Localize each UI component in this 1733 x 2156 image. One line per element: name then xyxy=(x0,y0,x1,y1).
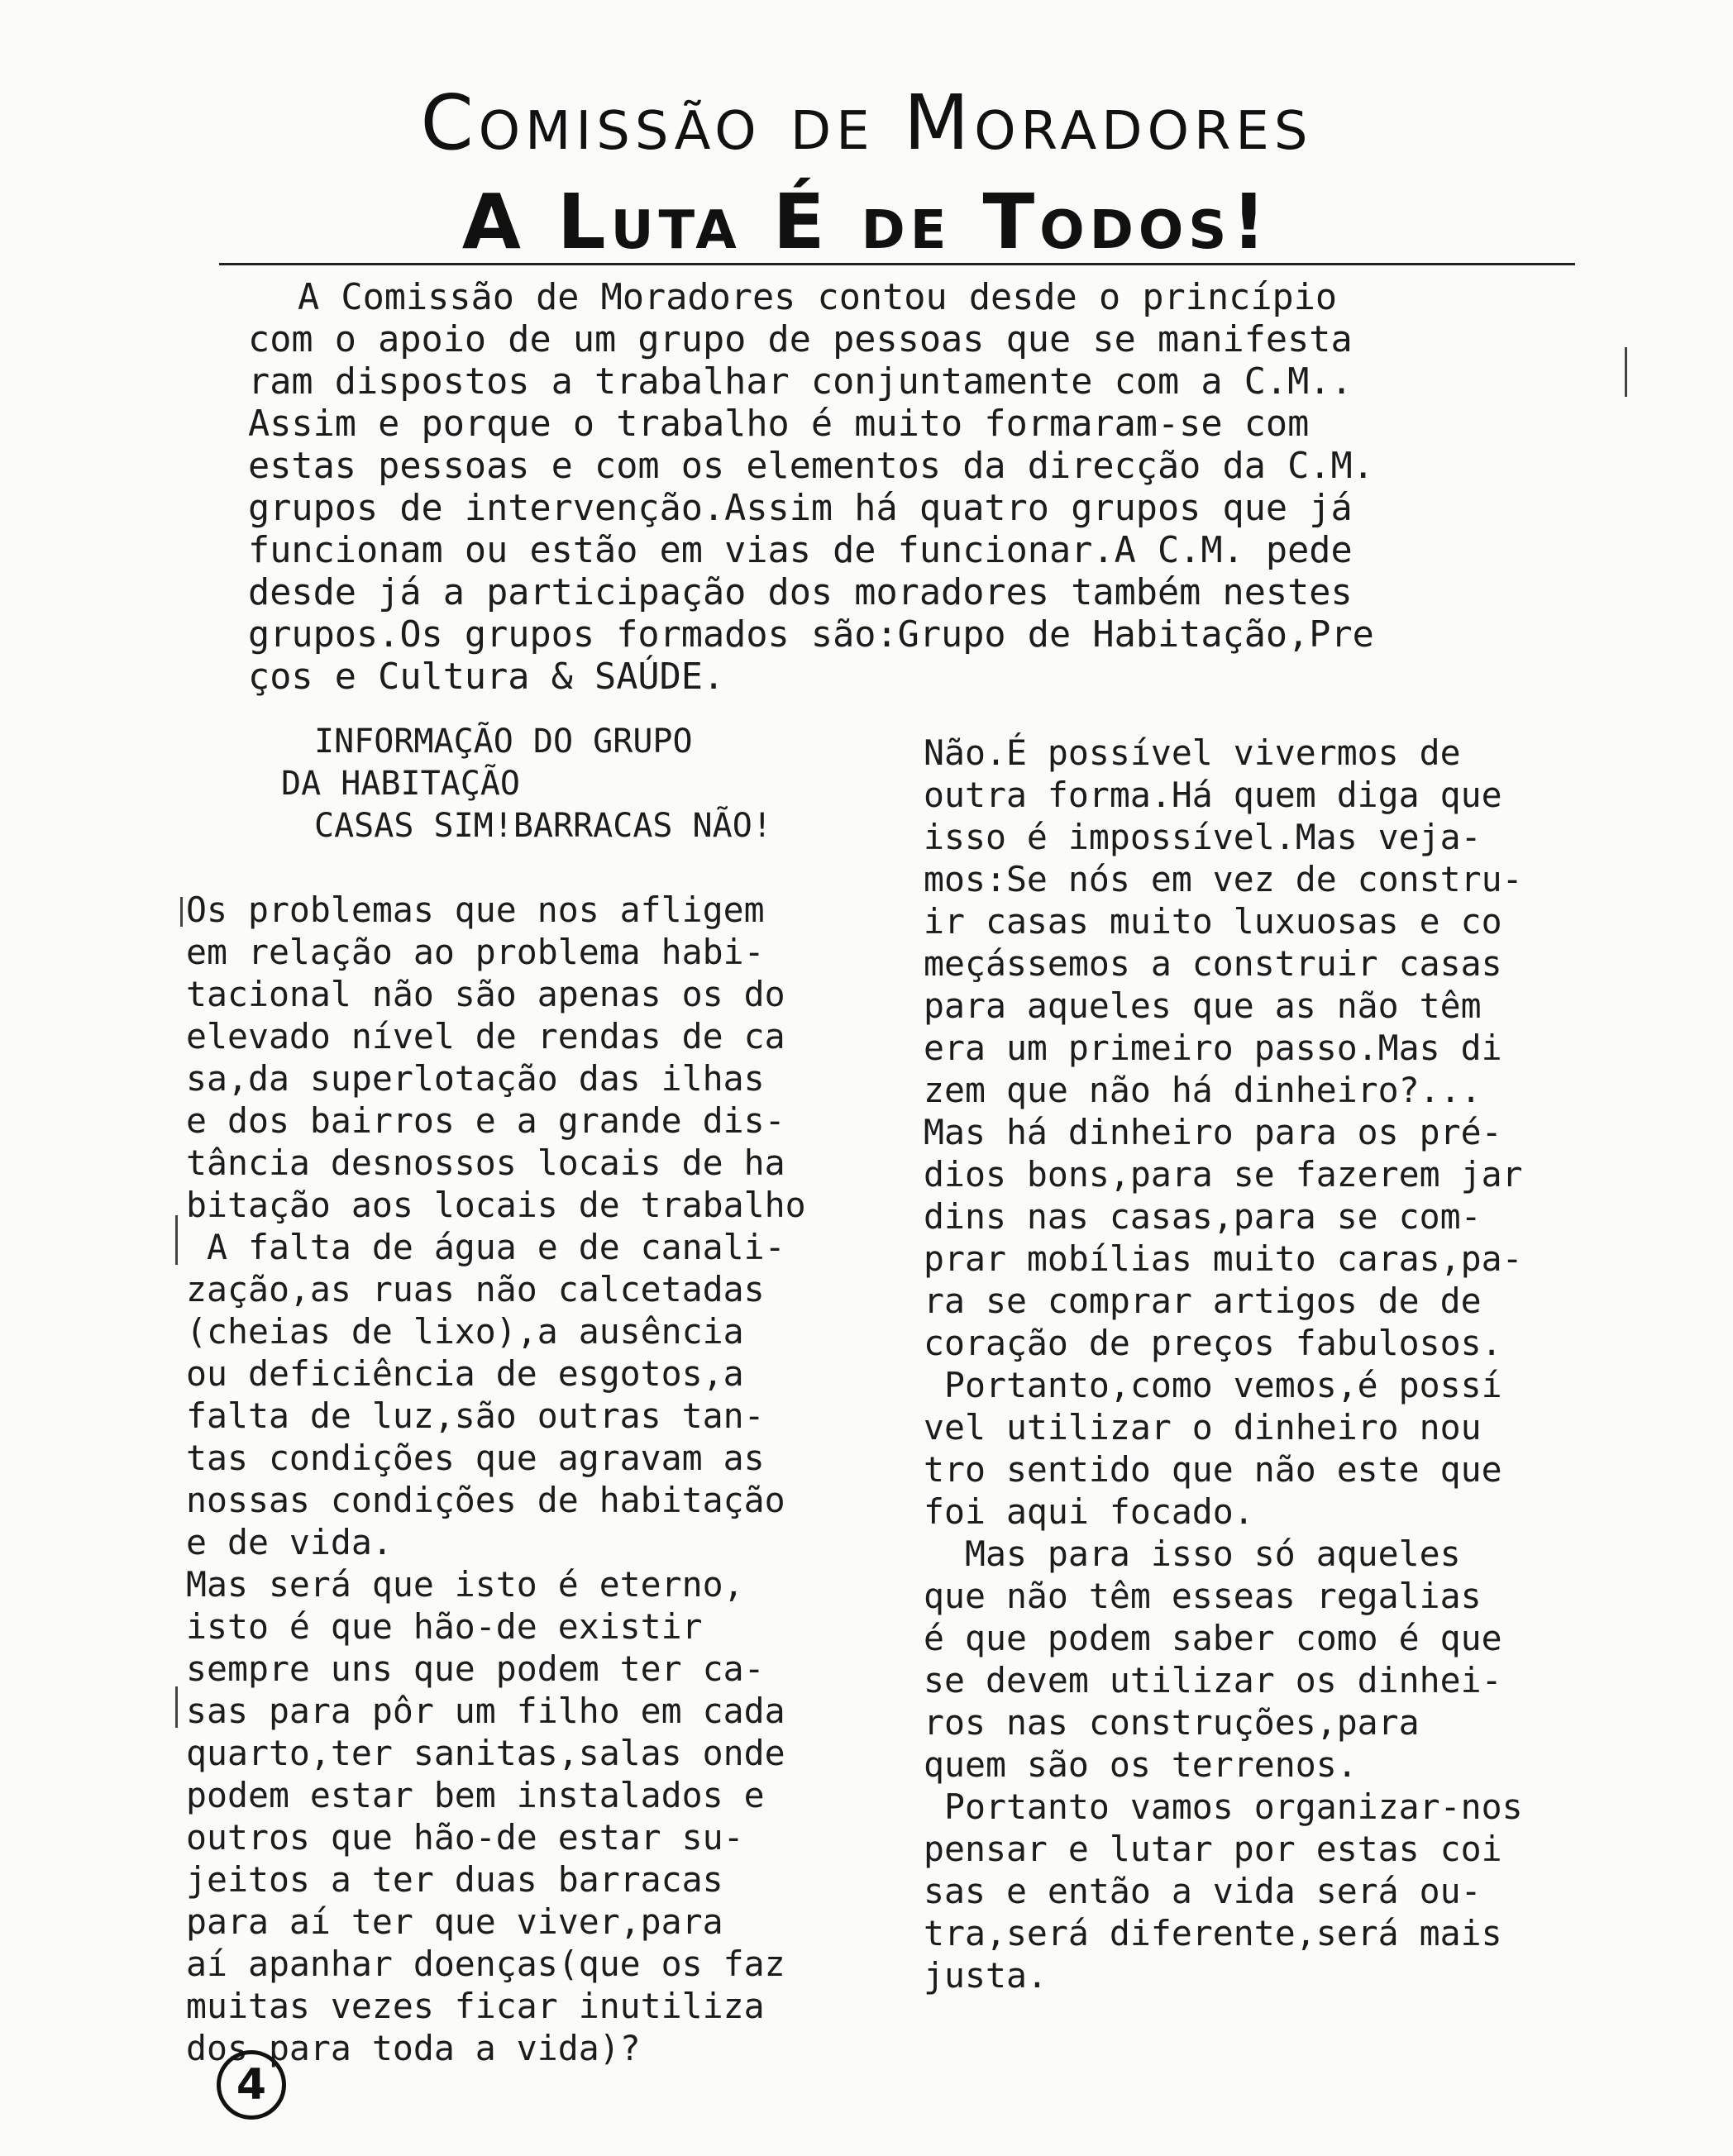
margin-mark xyxy=(175,1686,178,1728)
heading-line: CASAS SIM!BARRACAS NÃO! xyxy=(314,807,772,845)
margin-mark xyxy=(1625,347,1627,397)
left-column-line: ou deficiência de esgotos,a xyxy=(186,1353,744,1394)
left-column-line: dos para toda a vida)? xyxy=(186,2028,641,2068)
page-number: 4 xyxy=(217,2050,286,2120)
right-column-line: coração de preços fabulosos. xyxy=(924,1323,1502,1363)
right-column-line: que não têm esseas regalias xyxy=(924,1576,1482,1616)
intro-line: ços e Cultura & SAÚDE. xyxy=(248,656,725,698)
section-heading xyxy=(281,721,909,847)
heading-line: DA HABITAÇÃO xyxy=(281,765,520,803)
right-column-line: Portanto,como vemos,é possí xyxy=(924,1365,1502,1405)
right-column-line: justa. xyxy=(924,1955,1048,1996)
left-column-line: nossas condições de habitação xyxy=(186,1480,785,1520)
intro-line: com o apoio de um grupo de pessoas que se manifesta xyxy=(248,319,1353,360)
right-column-line: se devem utilizar os dinhei- xyxy=(924,1660,1502,1700)
left-column-line: sas para pôr um filho em cada xyxy=(186,1691,785,1731)
margin-mark xyxy=(175,1215,178,1265)
intro-line: grupos.Os grupos formados são:Grupo de Habitação,Pre xyxy=(248,614,1374,656)
left-column-line: tância desnossos locais de ha xyxy=(186,1142,785,1183)
right-column-line: é que podem saber como é que xyxy=(924,1618,1502,1658)
right-column-line: foi aqui focado. xyxy=(924,1491,1254,1532)
right-column-line: ra se comprar artigos de de xyxy=(924,1281,1482,1321)
left-column-line: Mas será que isto é eterno, xyxy=(186,1564,744,1605)
right-column-line: vel utilizar o dinheiro nou xyxy=(924,1407,1482,1448)
left-column-line: sa,da superlotação das ilhas xyxy=(186,1058,765,1099)
title-divider xyxy=(219,263,1575,265)
left-column-line: jeitos a ter duas barracas xyxy=(186,1859,723,1900)
intro-line: desde já a participação dos moradores também nestes xyxy=(248,572,1353,613)
right-column-line: tra,será diferente,será mais xyxy=(924,1913,1502,1953)
right-column-line: zem que não há dinheiro?... xyxy=(924,1070,1482,1110)
right-column-line: dins nas casas,para se com- xyxy=(924,1196,1482,1237)
intro-line: Assim e porque o trabalho é muito formaram-se com xyxy=(248,403,1310,445)
left-column-line: quarto,ter sanitas,salas onde xyxy=(186,1733,785,1773)
right-column-line: mos:Se nós em vez de constru- xyxy=(924,859,1523,899)
left-column-line: e de vida. xyxy=(186,1522,393,1562)
page-title-line2: A Luta É de Todos! xyxy=(461,178,1272,266)
right-column-line: tro sentido que não este que xyxy=(924,1449,1502,1490)
left-column-line: Os problemas que nos afligem xyxy=(186,890,765,930)
right-column-line: quem são os terrenos. xyxy=(924,1744,1358,1785)
right-column-line: para aqueles que as não têm xyxy=(924,985,1482,1026)
right-column-line: isso é impossível.Mas veja- xyxy=(924,817,1482,857)
right-column-line: era um primeiro passo.Mas di xyxy=(924,1028,1502,1068)
left-column-line: sempre uns que podem ter ca- xyxy=(186,1648,765,1689)
right-column-line: ros nas construções,para xyxy=(924,1702,1420,1743)
right-column-line: prar mobílias muito caras,pa- xyxy=(924,1238,1523,1279)
right-column-line: Mas para isso só aqueles xyxy=(924,1534,1461,1574)
right-column-line: pensar e lutar por estas coi xyxy=(924,1829,1502,1869)
margin-mark xyxy=(180,897,183,927)
left-column-line: zação,as ruas não calcetadas xyxy=(186,1269,765,1309)
right-column-line: Portanto vamos organizar-nos xyxy=(924,1786,1523,1827)
right-column-line: sas e então a vida será ou- xyxy=(924,1871,1482,1911)
left-column-line: bitação aos locais de trabalho xyxy=(186,1185,806,1225)
right-column-line: Não.É possível vivermos de xyxy=(924,732,1461,773)
left-column-line: aí apanhar doenças(que os faz xyxy=(186,1944,785,1984)
intro-line: ram dispostos a trabalhar conjuntamente com a C.M.. xyxy=(248,361,1353,403)
intro-line: funcionam ou estão em vias de funcionar.A C.M. pede xyxy=(248,530,1353,571)
right-column-line: meçássemos a construir casas xyxy=(924,943,1502,984)
left-column-line: e dos bairros e a grande dis- xyxy=(186,1100,785,1141)
page-title-line1: Comissão de Moradores xyxy=(420,79,1313,167)
left-column-line: muitas vezes ficar inutiliza xyxy=(186,1986,765,2026)
right-column-line: outra forma.Há quem diga que xyxy=(924,775,1502,815)
left-column-line: A falta de água e de canali- xyxy=(186,1227,785,1267)
right-column-text xyxy=(924,732,1643,1996)
right-column-line: ir casas muito luxuosas e co xyxy=(924,901,1502,942)
left-column-line: tacional não são apenas os do xyxy=(186,974,785,1014)
left-column-line: (cheias de lixo),a ausência xyxy=(186,1311,744,1352)
intro-line: grupos de intervenção.Assim há quatro grupos que já xyxy=(248,488,1353,529)
left-column-line: isto é que hão-de existir xyxy=(186,1606,703,1647)
left-column-line: falta de luz,são outras tan- xyxy=(186,1395,765,1436)
intro-line: A Comissão de Moradores contou desde o princípio xyxy=(298,277,1338,318)
intro-paragraph xyxy=(248,277,1604,699)
left-column-line: outros que hão-de estar su- xyxy=(186,1817,744,1858)
intro-line: estas pessoas e com os elementos da direcção da C.M. xyxy=(248,446,1374,487)
left-column-line: elevado nível de rendas de ca xyxy=(186,1016,785,1057)
right-column-line: Mas há dinheiro para os pré- xyxy=(924,1112,1502,1152)
left-column-line: podem estar bem instalados e xyxy=(186,1775,765,1815)
right-column-line: dios bons,para se fazerem jar xyxy=(924,1154,1523,1195)
left-column-line: tas condições que agravam as xyxy=(186,1438,765,1478)
left-column-text xyxy=(186,889,918,2069)
left-column-line: em relação ao problema habi- xyxy=(186,932,765,972)
heading-line: INFORMAÇÃO DO GRUPO xyxy=(314,723,693,761)
left-column-line: para aí ter que viver,para xyxy=(186,1901,723,1942)
